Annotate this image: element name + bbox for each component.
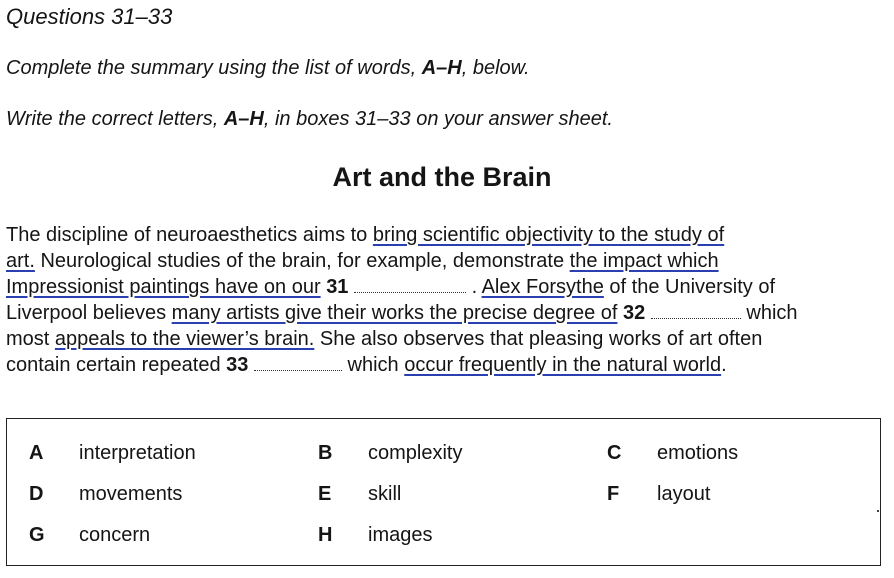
underlined-phrase: art. xyxy=(6,250,35,272)
option-word: concern xyxy=(79,524,151,546)
option-word: skill xyxy=(368,483,402,505)
summary-text: . xyxy=(721,354,727,376)
instruction-1-text: Complete the summary using the list of words, xyxy=(6,57,422,79)
answer-gap-33 xyxy=(254,358,342,371)
underlined-phrase: Alex Forsythe xyxy=(481,276,604,298)
summary-text: most xyxy=(6,328,50,350)
underlined-phrase: occur frequently in the natural world xyxy=(404,354,722,376)
option-word: interpretation xyxy=(79,442,196,464)
underlined-phrase: appeals to the viewer’s brain. xyxy=(54,328,315,350)
word-option-c xyxy=(607,442,738,465)
underlined-phrase: Impressionist paintings have on our xyxy=(6,276,321,298)
option-letter: D xyxy=(29,483,44,505)
instruction-1-range: A–H xyxy=(421,57,462,79)
summary-text: The discipline of neuroaesthetics aims to xyxy=(6,224,368,246)
underlined-phrase: many artists give their works the precise degree of xyxy=(171,302,618,324)
instruction-2-range: A–H xyxy=(223,108,264,130)
summary-text: which xyxy=(746,302,798,324)
summary-text: She also observes that pleasing works of art often xyxy=(314,328,763,350)
question-number-32: 32 xyxy=(623,302,646,324)
option-letter: H xyxy=(318,524,333,546)
summary-text: . xyxy=(471,276,478,298)
option-word: movements xyxy=(79,483,183,505)
summary-text: which xyxy=(347,354,399,376)
word-option-b xyxy=(318,442,462,465)
option-word: images xyxy=(368,524,433,546)
summary-line xyxy=(6,326,762,352)
word-option-f xyxy=(607,483,710,506)
word-list-box xyxy=(6,418,881,566)
instruction-1 xyxy=(6,57,530,80)
summary-line xyxy=(6,222,724,248)
summary-title: Art and the Brain xyxy=(332,162,552,192)
summary-text: contain certain repeated xyxy=(6,354,221,376)
option-word: emotions xyxy=(657,442,739,464)
underlined-phrase: bring scientific objectivity to the study of xyxy=(372,224,725,246)
summary-text: of the University of xyxy=(603,276,776,298)
option-letter: A xyxy=(29,442,44,464)
option-letter: C xyxy=(607,442,622,464)
option-letter: F xyxy=(607,483,620,505)
instruction-2-text: Write the correct letters, xyxy=(6,108,224,130)
instruction-2 xyxy=(6,108,613,131)
section-heading: Questions 31–33 xyxy=(6,4,173,29)
instruction-1-tail: , below. xyxy=(461,57,530,79)
option-letter: E xyxy=(318,483,332,505)
word-option-g xyxy=(29,524,150,547)
summary-text: Neurological studies of the brain, for example, demonstrate xyxy=(34,250,565,272)
option-letter: B xyxy=(318,442,333,464)
option-letter: G xyxy=(29,524,45,546)
answer-gap-31 xyxy=(354,280,466,293)
instruction-2-tail: , in boxes 31–33 on your answer sheet. xyxy=(263,108,613,130)
option-word: layout xyxy=(657,483,711,505)
word-option-e xyxy=(318,483,401,506)
question-number-33: 33 xyxy=(226,354,249,376)
option-word: complexity xyxy=(368,442,463,464)
summary-line xyxy=(6,274,775,300)
scan-dot xyxy=(877,510,879,512)
summary-line xyxy=(6,352,727,378)
summary-line xyxy=(6,300,798,326)
question-number-31: 31 xyxy=(326,276,349,298)
word-option-h xyxy=(318,524,432,547)
word-option-a xyxy=(29,442,196,465)
summary-line xyxy=(6,248,719,274)
underlined-phrase: the impact which xyxy=(569,250,719,272)
word-option-d xyxy=(29,483,182,506)
answer-gap-32 xyxy=(651,306,741,319)
summary-text: Liverpool believes xyxy=(6,302,167,324)
